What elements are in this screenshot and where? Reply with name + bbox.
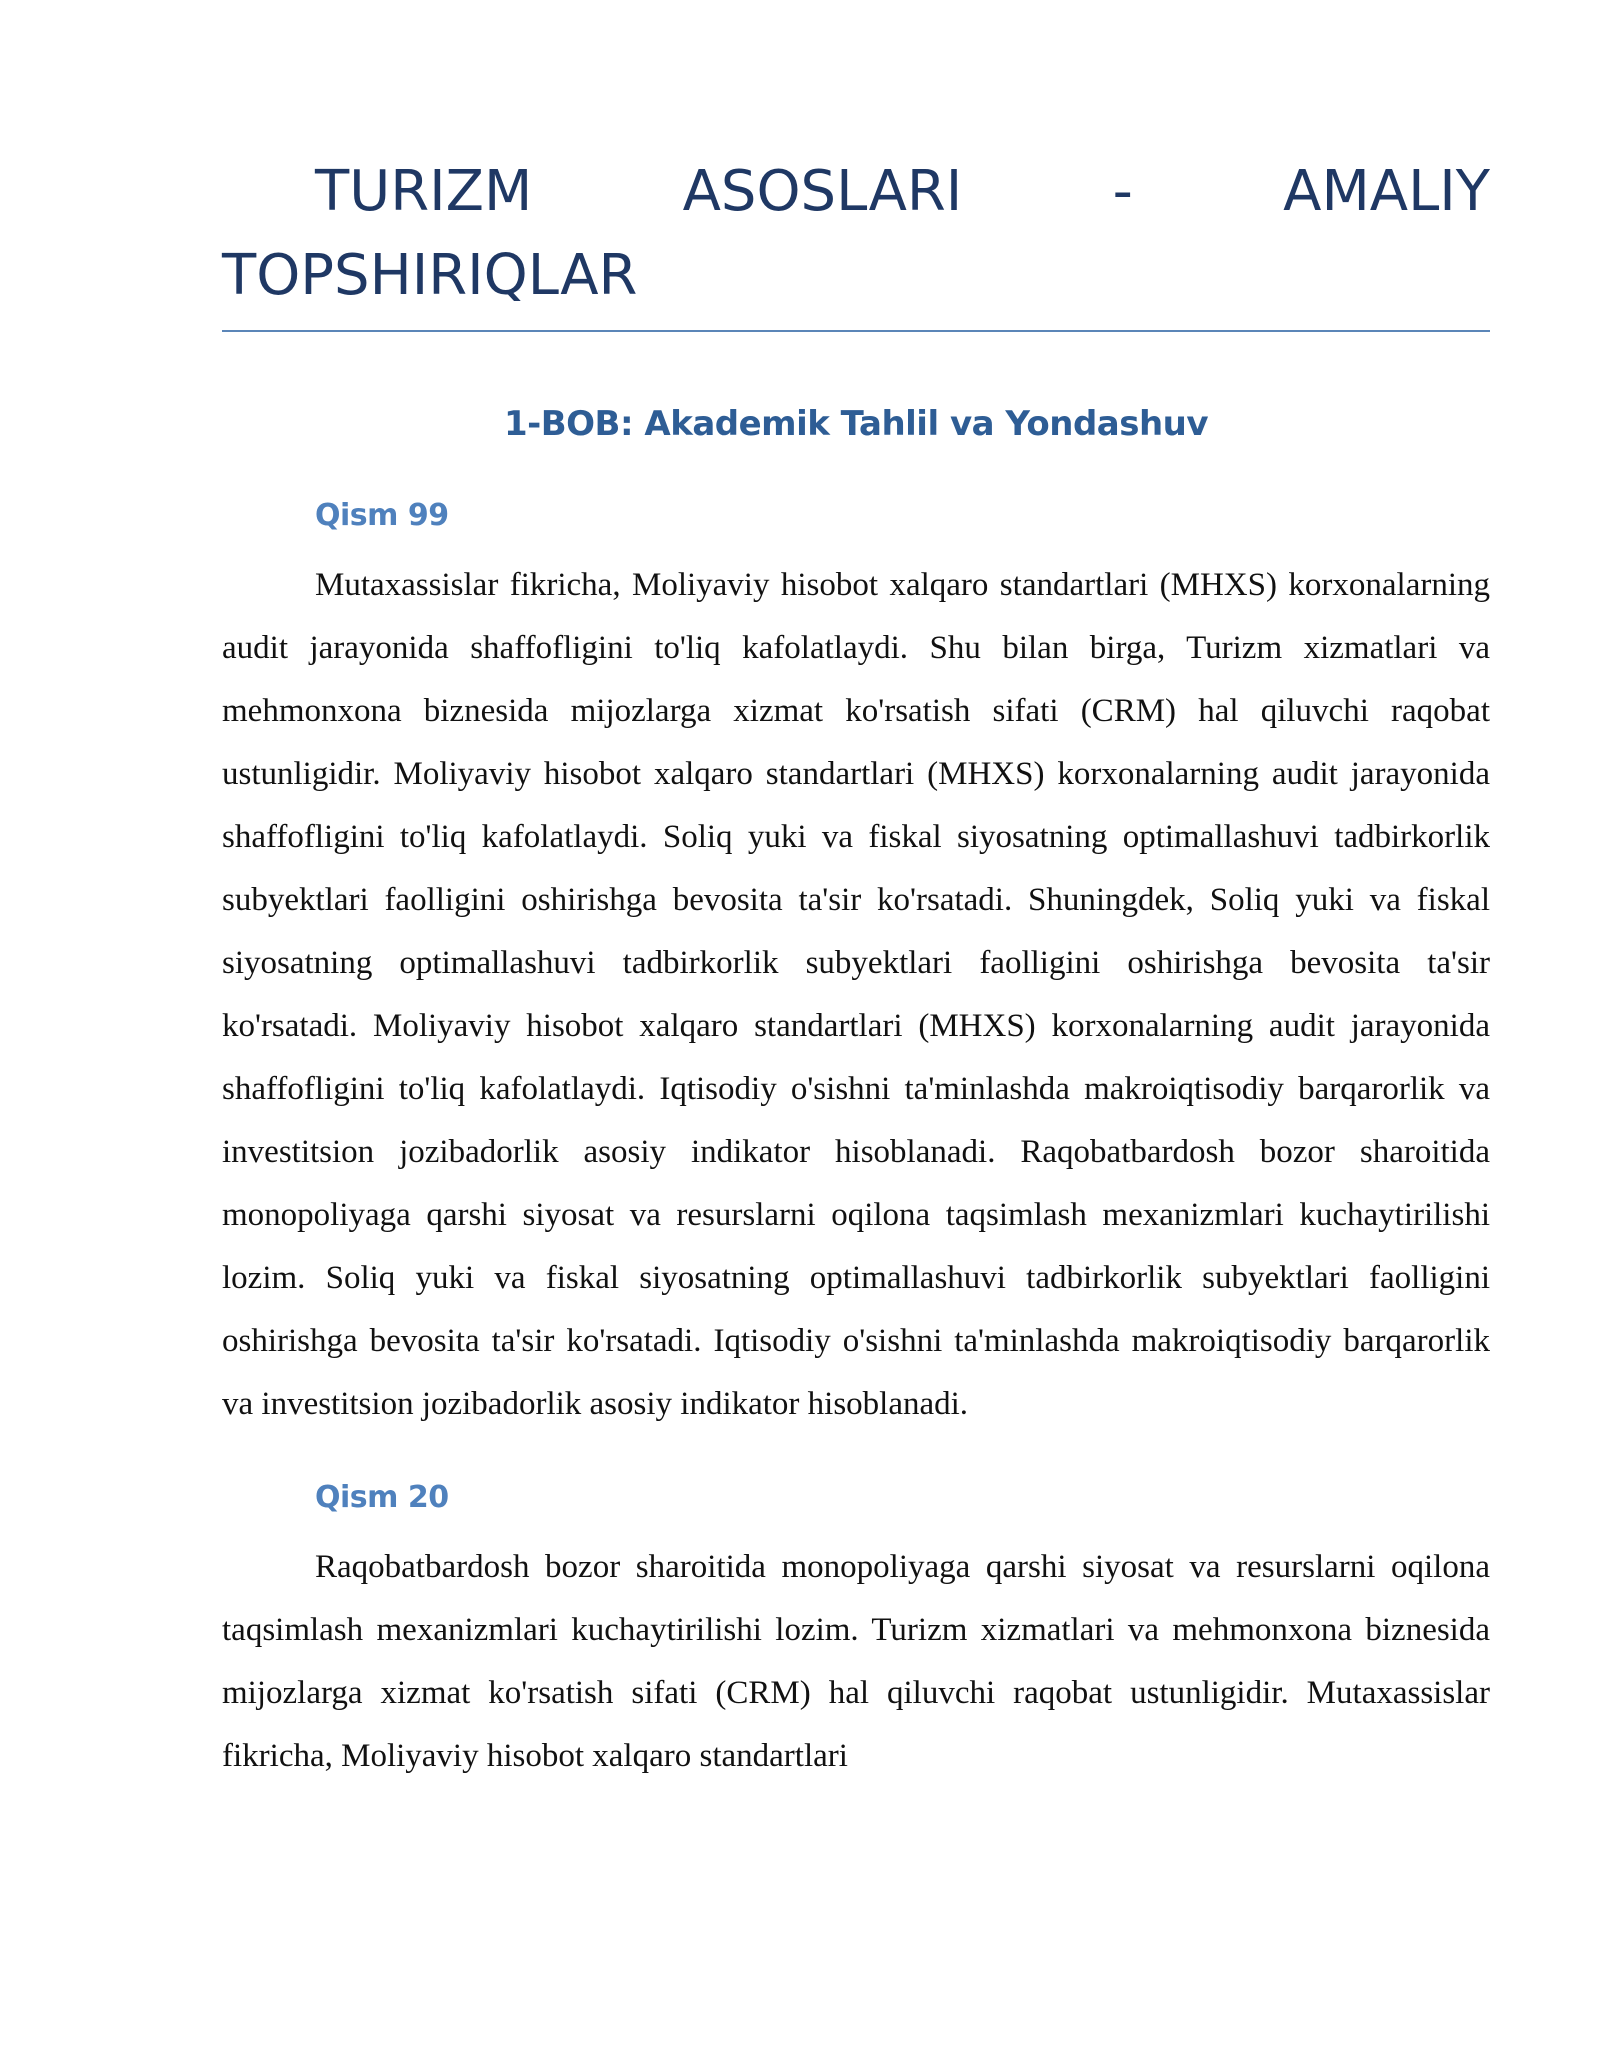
section-heading: Qism 99 (315, 498, 449, 533)
section-paragraph: Raqobatbardosh bozor sharoitida monopoliyaga qarshi siyosat va resurslarni oqilona taqsimlash mexanizmlari kuchaytirilishi lozim. Turizm xizmatlari va mehmonxona biznesida mijozlarga xizmat ko'rsatish sifati (CRM) hal qiluvchi raqobat ustunligidir. Mutaxassislar fikricha, Moliyaviy hisobot xalqaro standartlari (222, 1549, 1490, 1774)
section-heading: Qism 20 (315, 1480, 449, 1515)
document-page (222, 150, 1490, 1788)
chapter-heading: 1-BOB: Akademik Tahlil va Yondashuv (503, 404, 1209, 444)
section (222, 1478, 1490, 1788)
section-paragraph: Mutaxassislar fikricha, Moliyaviy hisobot xalqaro standartlari (MHXS) korxonalarning audit jarayonida shaffofligini to'liq kafolatlaydi. Shu bilan birga, Turizm xizmatlari va mehmonxona biznesida mijozlarga xizmat ko'rsatish sifati (CRM) hal qiluvchi raqobat ustunligidir. Moliyaviy hisobot xalqaro standartlari (MHXS) korxonalarning audit jarayonida shaffofligini to'liq kafolatlaydi. Soliq yuki va fiskal siyosatning optimallashuvi tadbirkorlik subyektlari faolligini oshirishga bevosita ta'sir ko'rsatadi. Shuningdek, Soliq yuki va fiskal siyosatning optimallashuvi tadbirkorlik subyektlari faolligini oshirishga bevosita ta'sir ko'rsatadi. Moliyaviy hisobot xalqaro standartlari (MHXS) korxonalarning audit jarayonida shaffofligini to'liq kafolatlaydi. Iqtisodiy o'sishni ta'minlashda makroiqtisodiy barqarorlik va investitsion jozibadorlik asosiy indikator hisoblanadi. Raqobatbardosh bozor sharoitida monopoliyaga qarshi siyosat va resurslarni oqilona taqsimlash mexanizmlari kuchaytirilishi lozim. Soliq yuki va fiskal siyosatning optimallashuvi tadbirkorlik subyektlari faolligini oshirishga bevosita ta'sir ko'rsatadi. Iqtisodiy o'sishni ta'minlashda makroiqtisodiy barqarorlik va investitsion jozibadorlik asosiy indikator hisoblanadi. (222, 567, 1490, 1422)
section (222, 496, 1490, 1436)
title-divider (222, 330, 1490, 332)
document-title: TURIZM ASOSLARI - AMALIY TOPSHIRIQLAR (222, 159, 1490, 308)
